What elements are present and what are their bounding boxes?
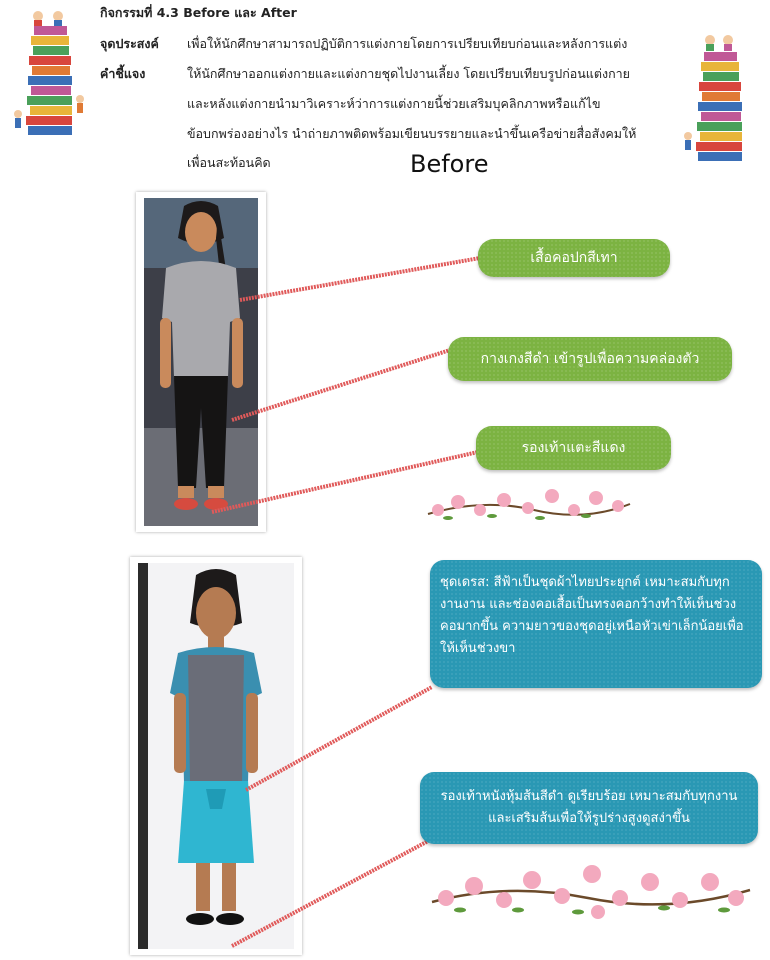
- before-title: Before: [410, 150, 489, 178]
- instruction-line: ให้นักศึกษาออกแต่งกายและแต่งกายชุดไปงานเลี้ยง โดยเปรียบเทียบรูปก่อนแต่งกาย: [187, 66, 630, 81]
- callout-pants: [448, 337, 732, 381]
- callout-label: รองเท้าแตะสีแดง: [521, 440, 626, 456]
- callout-text: รองเท้าหนังหุ้มส้นสีดำ ดูเรียบร้อย เหมาะสมกับทุกงาน และเสริมส้นเพื่อให้รูปร่างสูงดูสง่าขึ้น: [440, 789, 738, 826]
- callout-label: เสื้อคอปกสีเทา: [530, 250, 618, 266]
- callout-shoes: [420, 772, 758, 844]
- instruction-line: เพื่อนสะท้อนคิด: [187, 155, 271, 170]
- connector-line: [232, 840, 430, 946]
- objective-text: เพื่อให้นักศึกษาสามารถปฏิบัติการแต่งกายโดยการเปรียบเทียบก่อนและหลังการแต่ง: [187, 36, 628, 51]
- cherry-blossom-decoration: [428, 852, 754, 932]
- callout-text: ชุดเดรส: สีฟ้าเป็นชุดผ้าไทยประยุกต์ เหมาะสมกับทุกงานงาน และช่องคอเสื้อเป็นทรงคอกว้างทำให้เห็นช่วงคอมากขึ้น ความยาวของชุดอยู่เหนือหัวเข่าเล็กน้อยเพื่อให้เห็นช่วงขา: [440, 575, 744, 656]
- callout-sandals: [476, 426, 671, 470]
- cherry-blossom-decoration: [424, 480, 634, 530]
- activity-title: กิจกรรมที่ 4.3 Before และ After: [100, 5, 297, 20]
- connector-line: [246, 687, 432, 790]
- instruction-line: และหลังแต่งกายนำมาวิเคราะห์ว่าการแต่งกายนี้ช่วยเสริมบุคลิกภาพหรือแก้ไข: [187, 96, 601, 111]
- connector-line: [232, 350, 450, 420]
- connector-line: [240, 258, 480, 300]
- callout-dress: [430, 560, 762, 688]
- callout-label: กางเกงสีดำ เข้ารูปเพื่อความคล่องตัว: [480, 351, 700, 367]
- instruction-line: ข้อบกพร่องอย่างไร นำถ่ายภาพติดพร้อมเขียนบรรยายและนำขึ้นเครือข่ายสื่อสังคมให้: [187, 126, 637, 141]
- objective-label: จุดประสงค์: [100, 36, 159, 51]
- callout-shirt: [478, 239, 670, 277]
- instruction-label: คำชี้แจง: [100, 66, 146, 81]
